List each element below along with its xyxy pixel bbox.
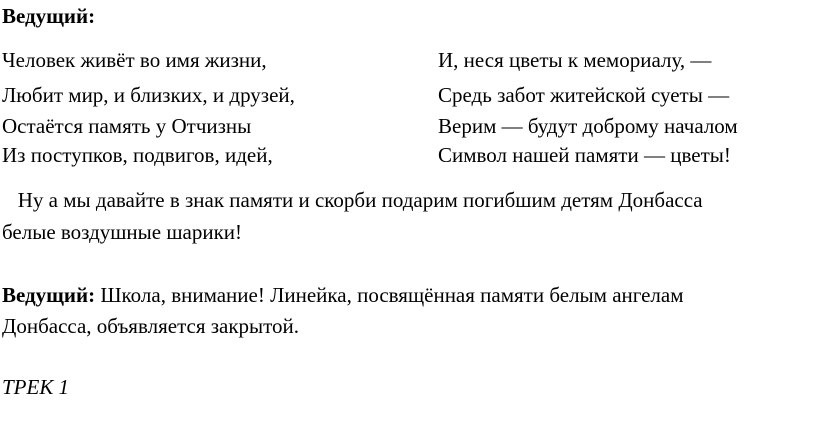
poem-right-line-1: И, неся цветы к мемориалу, — — [438, 48, 712, 72]
poem-right-line-3: Верим — будут доброму началом — [438, 114, 738, 138]
closing-speaker: Ведущий: — [2, 283, 96, 307]
closing-line-2: Донбасса, объявляется закрытой. — [2, 314, 300, 338]
paragraph-line-1: Ну а мы давайте в знак памяти и скорби подарим погибшим детям Донбасса — [2, 188, 703, 212]
poem-left-line-2: Любит мир, и близких, и друзей, — [2, 83, 295, 107]
speaker-heading: Ведущий: — [2, 4, 96, 28]
track-label: ТРЕК 1 — [2, 375, 70, 399]
poem-right-line-2: Средь забот житейской суеты — — [438, 83, 730, 107]
poem-left-line-1: Человек живёт во имя жизни, — [2, 48, 267, 72]
poem-left-line-3: Остаётся память у Отчизны — [2, 114, 252, 138]
poem-right-line-4: Символ нашей памяти — цветы! — [438, 143, 731, 167]
closing-text-1: Школа, внимание! Линейка, посвящённая памяти белым ангелам — [95, 283, 684, 307]
poem-left-line-4: Из поступков, подвигов, идей, — [2, 143, 273, 167]
paragraph-line-2: белые воздушные шарики! — [2, 220, 243, 244]
closing-line-1 — [2, 285, 684, 306]
